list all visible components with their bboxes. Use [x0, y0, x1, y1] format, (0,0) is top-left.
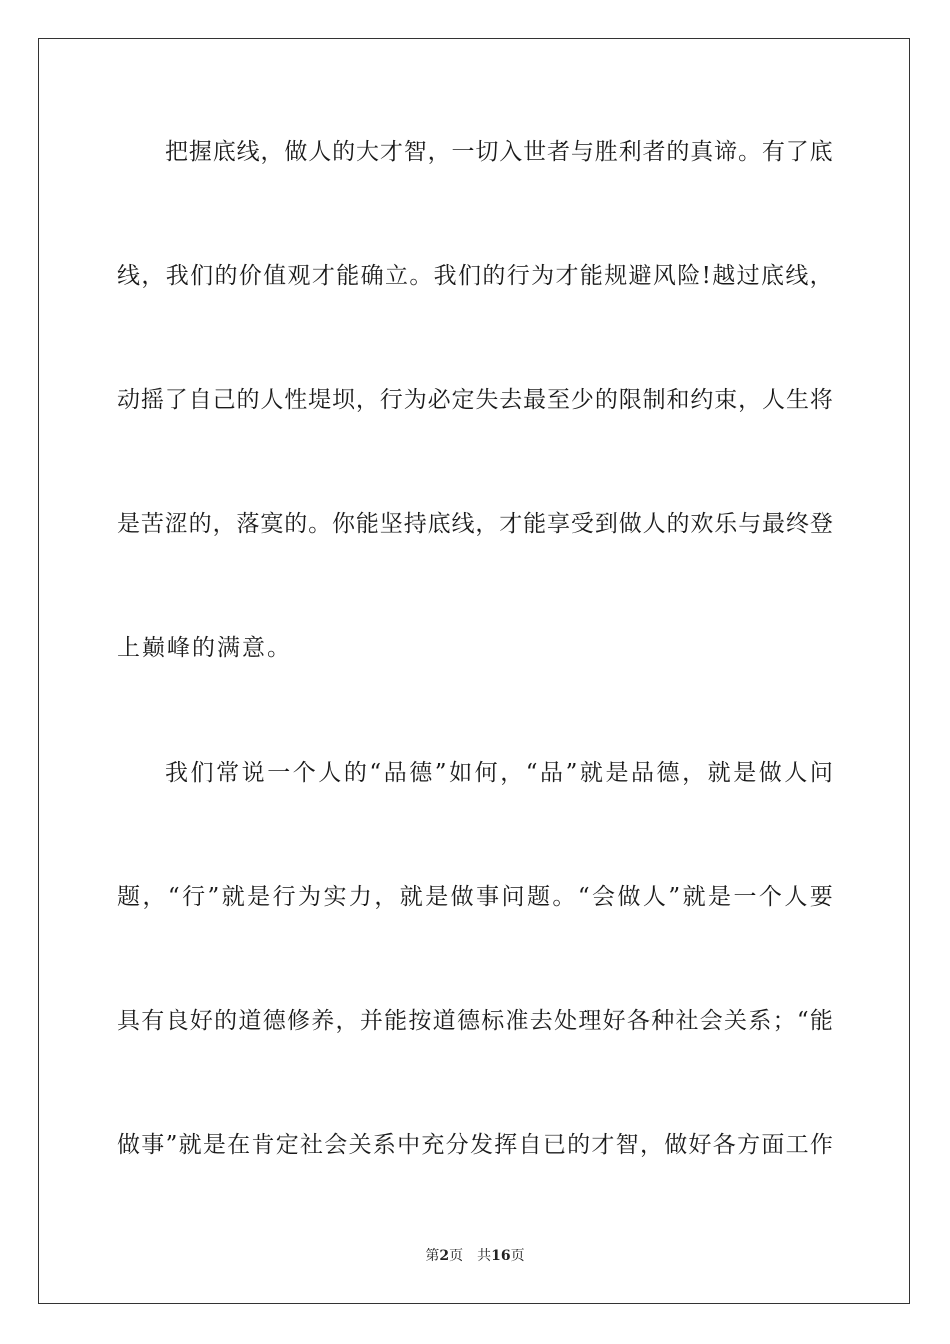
total-prefix: 共	[477, 1248, 492, 1264]
paragraph-1-line-1: 把 握 底 线 ， 做 人 的 大 才 智 ， 一 切 入 世 者 与 胜 利 者 的 真 谛 。 有 了 底	[165, 139, 833, 165]
paragraph-1-line-4: 是 苦 涩 的 ， 落 寞 的 。 你 能 坚 持 底 线 ， 才 能 享 受 到 做 人 的 欢 乐 与 最 终 登	[117, 511, 833, 537]
page-number: 2	[439, 1248, 450, 1264]
paragraph-2-line-1: 我 们 常 说 一 个 人 的 “ 品 德 ” 如 何 ， “ 品 ” 就 是 品 德 ， 就 是 做 人 问	[165, 760, 833, 786]
paragraph-1-line-2: 线 ， 我 们 的 价 值 观 才 能 确 立 。 我 们 的 行 为 才 能 规 避 风 险 ! 越 过 底 线 ，	[117, 263, 833, 289]
page-suffix: 页	[449, 1248, 464, 1264]
paragraph-2-line-3: 具 有 良 好 的 道 德 修 养 ， 并 能 按 道 德 标 准 去 处 理 好 各 种 社 会 关 系 ； “ 能	[117, 1008, 833, 1034]
total-pages: 16	[491, 1248, 511, 1264]
page-border	[38, 38, 910, 1304]
page-prefix: 第	[425, 1248, 440, 1264]
paragraph-2-line-2: 题 ， “ 行 ” 就 是 行 为 实 力 ， 就 是 做 事 问 题 。 “ 会 做 人 ” 就 是 一 个 人 要	[117, 884, 833, 910]
page-footer	[0, 1246, 950, 1266]
paragraph-1-line-5: 上巅峰的满意。	[117, 635, 292, 661]
paragraph-2-line-4: 做 事 ” 就 是 在 肯 定 社 会 关 系 中 充 分 发 挥 自 已 的 才 智 ， 做 好 各 方 面 工 作	[117, 1132, 833, 1158]
total-suffix: 页	[510, 1248, 525, 1264]
paragraph-1-line-3: 动 摇 了 自 己 的 人 性 堤 坝 ， 行 为 必 定 失 去 最 至 少 的 限 制 和 约 束 ， 人 生 将	[117, 387, 833, 413]
